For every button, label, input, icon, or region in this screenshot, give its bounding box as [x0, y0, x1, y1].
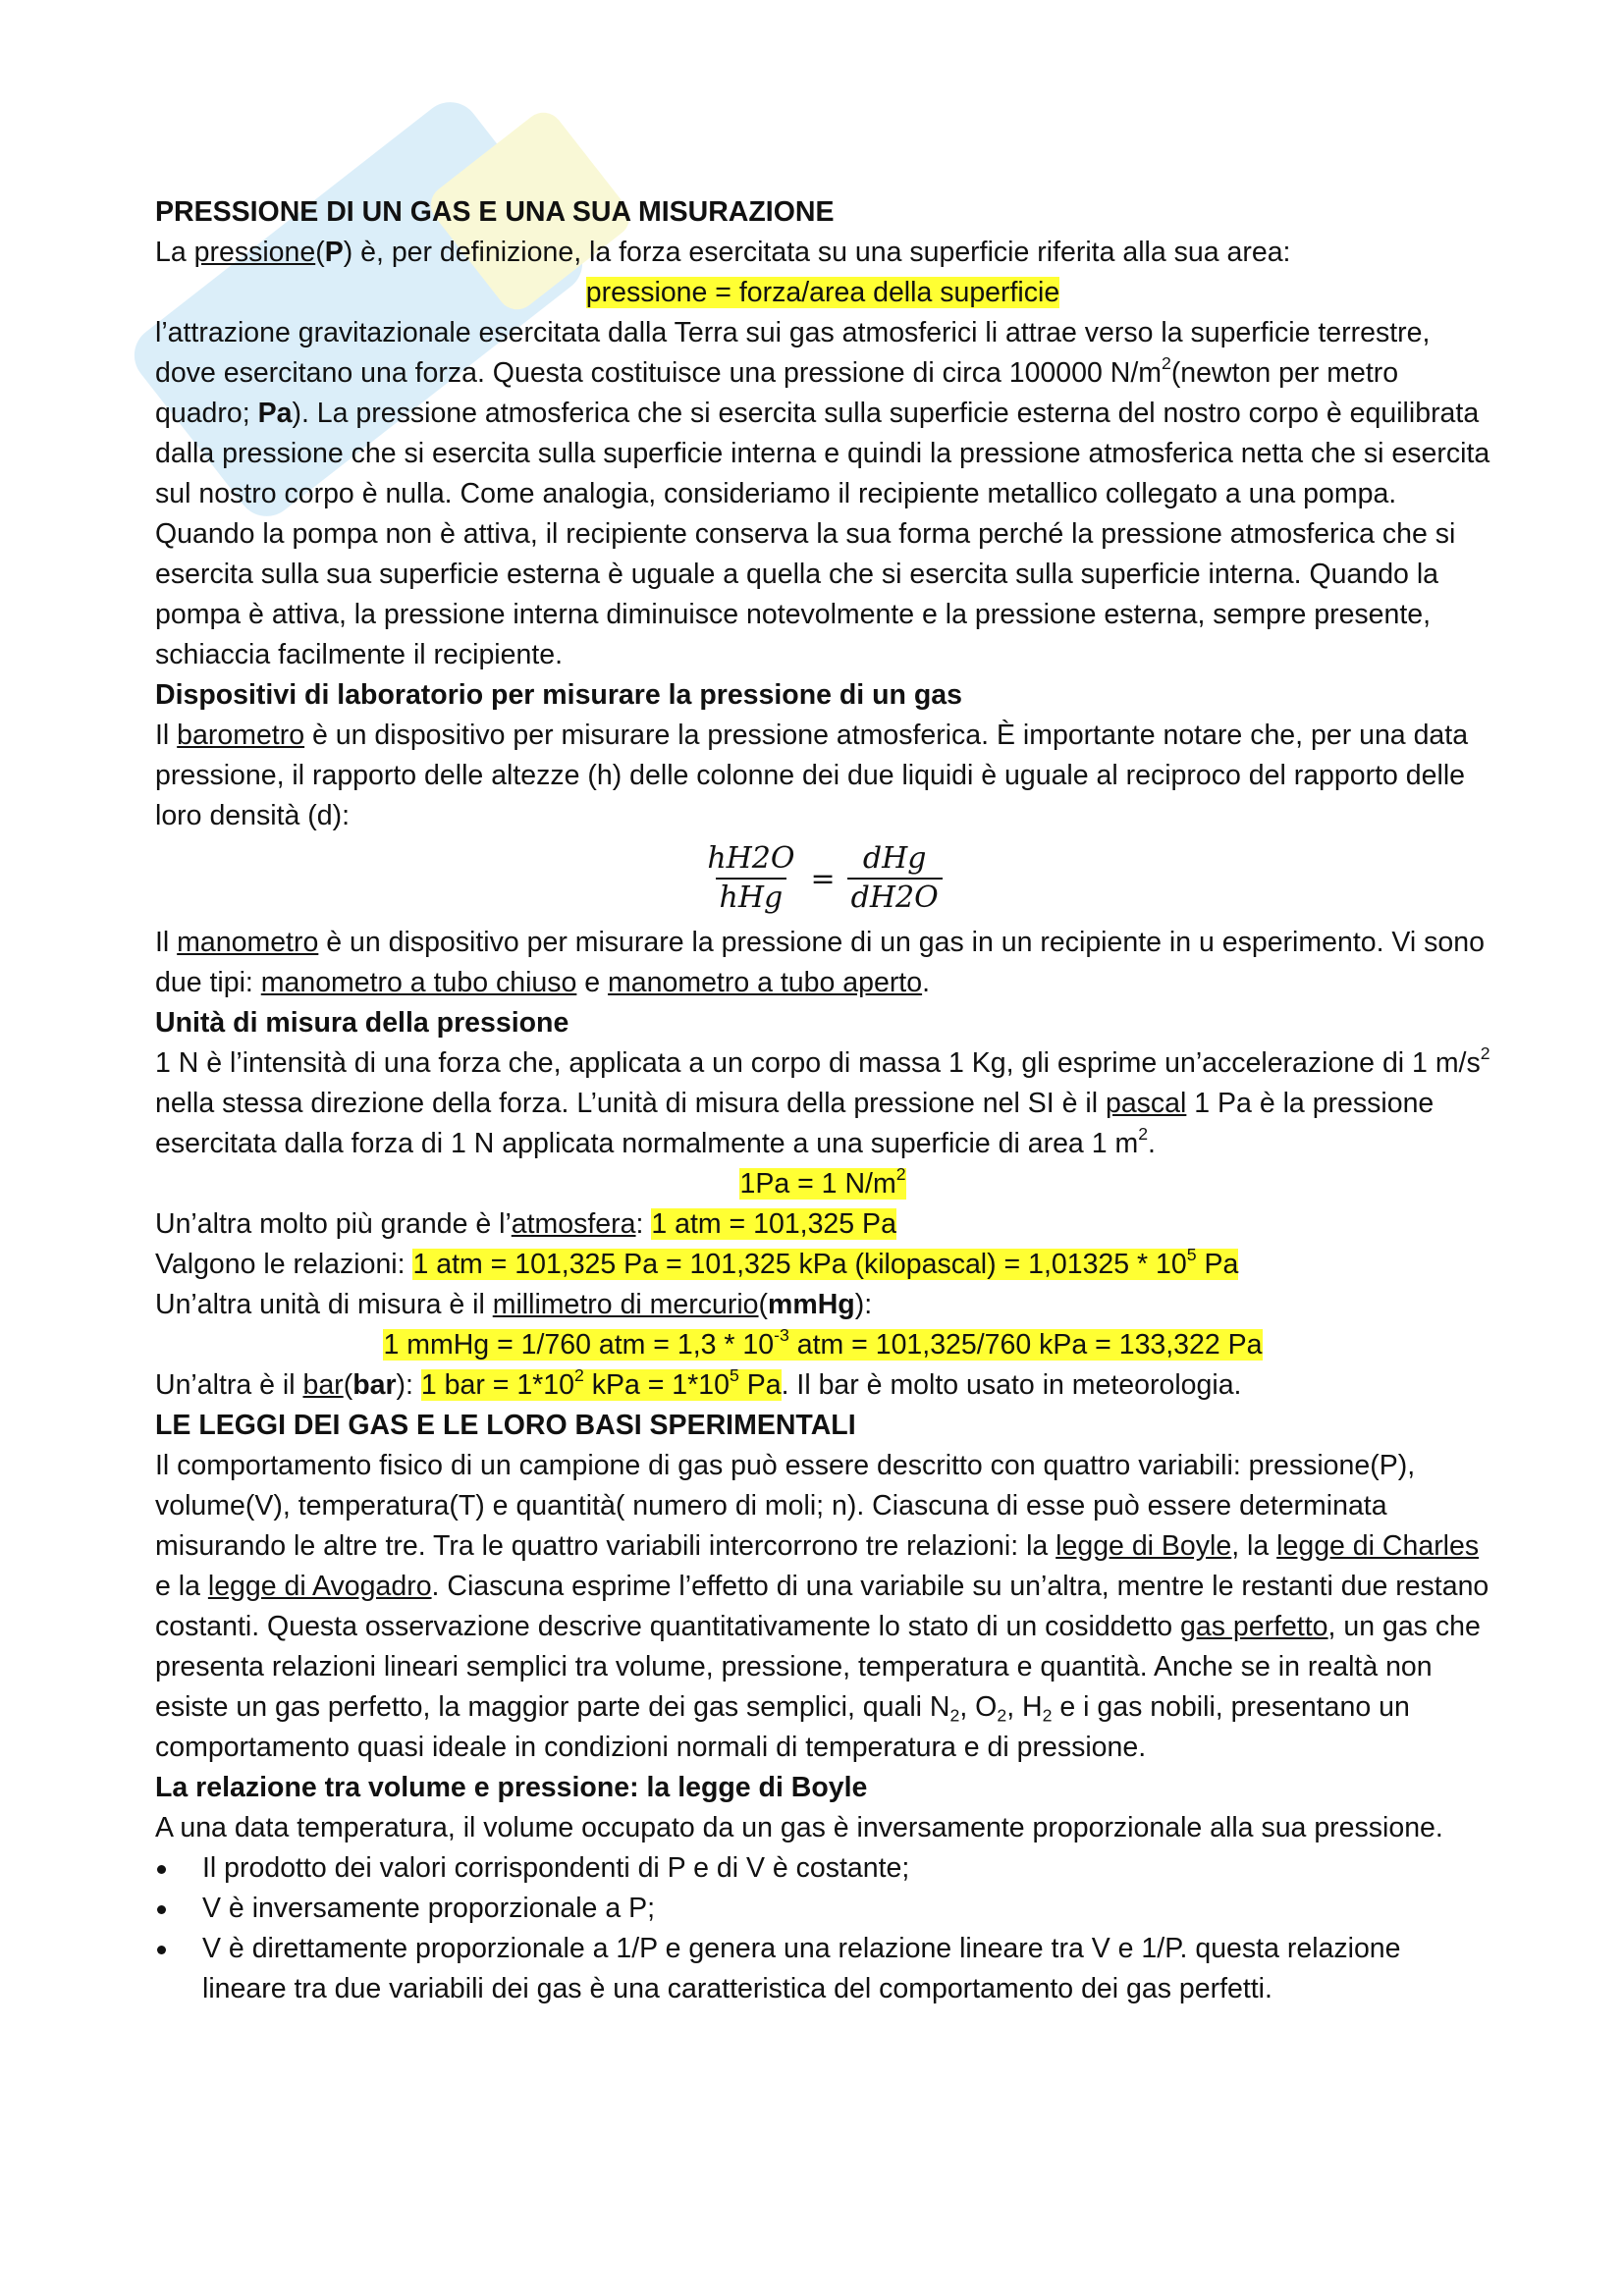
term-barometro: barometro	[177, 720, 305, 751]
heading-pressure-gas: PRESSIONE DI UN GAS E UNA SUA MISURAZIONE	[155, 196, 835, 228]
paragraph-gas-laws: Il comportamento fisico di un campione di gas può essere descritto con quattro variabili: pressione(P), volume(V), temperatura(T) e quantità( numero di moli; n). Ciascuna di esse può essere determinata misurando le altre tre. Tra le quattro variabili intercorrono tre relazioni: la legge di Boyle, la legge di Charles e la legge di Avogadro. Ciascuna esprime l’effetto di una variabile su un’altra, mentre le restanti due restano costanti. Questa osservazione descrive quantitativamente lo stato di un cosiddetto gas perfetto, un gas che presenta relazioni lineari semplici tra volume, pressione, temperatura e quantità. Anche se in realtà non esiste un gas perfetto, la maggior parte dei gas semplici, quali $N_2$, $O_2$, $H_2$ e i gas nobili, presentano un comportamento quasi ideale in condizioni normali di temperatura e di pressione.	[155, 1450, 1489, 1763]
paragraph-pressure-definition: La pressione(P) è, per definizione, la forza esercitata su una superficie riferita alla sua area:	[155, 237, 1291, 268]
term-gas-perfetto: gas perfetto	[1180, 1611, 1328, 1642]
term-manometro-tubo-aperto: manometro a tubo aperto	[608, 967, 923, 998]
term-legge-charles: legge di Charles	[1276, 1530, 1480, 1562]
fraction-left-numerator: hH2O	[707, 841, 795, 876]
term-manometro: manometro	[177, 927, 319, 958]
line-bar: Un’altra è il bar(bar): 1 bar = $1*10^2$ kPa = $1*10^5$ Pa. Il bar è molto usato in meteorologia.	[155, 1364, 1242, 1401]
term-legge-boyle: legge di Boyle	[1056, 1530, 1232, 1562]
bullet-icon	[157, 1865, 166, 1874]
term-legge-avogadro: legge di Avogadro	[207, 1571, 432, 1602]
equals-sign: =	[810, 861, 836, 896]
paragraph-atmospheric-pressure: l’attrazione gravitazionale esercitata dalla Terra sui gas atmosferici li attrae verso la superficie terrestre, dove esercitano una forza. Questa costituisce una pressione di circa 100000 $N/m^2(newton$ per metro quadro; Pa). La pressione atmosferica che si esercita sulla superficie esterna del nostro corpo è equilibrata dalla pressione che si esercita sulla superficie interna e quindi la pressione atmosferica netta che si esercita sul nostro corpo è nulla. Come analogia, consideriamo il recipiente metallico collegato a una pompa. Quando la pompa non è attiva, il recipiente conserva la sua forma perché la pressione atmosferica che si esercita sulla sua superficie esterna è uguale a quella che si esercita sulla superficie interna. Quando la pompa è attiva, la pressione interna diminuisce notevolmente e la pressione esterna, sempre presente, schiaccia facilmente il recipiente.	[155, 317, 1490, 670]
formula-density-ratio	[155, 840, 1490, 917]
term-manometro-tubo-chiuso: manometro a tubo chiuso	[260, 967, 577, 998]
heading-units: Unità di misura della pressione	[155, 1007, 569, 1039]
paragraph-manometer: Il manometro è un dispositivo per misurare la pressione di un gas in un recipiente in u esperimento. Vi sono due tipi: manometro a tubo chiuso e manometro a tubo aperto.	[155, 927, 1485, 998]
term-pressione: pressione	[193, 237, 316, 268]
document-page	[155, 192, 1490, 2009]
list-item: V è direttamente proporzionale a 1/P e genera una relazione lineare tra V e 1/P. questa relazione lineare tra due variabili dei gas è una caratteristica del comportamento dei gas perfetti.	[155, 1929, 1490, 2009]
formula-mmhg: 1 mmHg = 1/760 atm = $1,3 * 10^{-3}$ atm = 101,325/760 kPa = 133,322 Pa	[383, 1324, 1263, 1361]
list-item: V è inversamente proporzionale a P;	[155, 1889, 1490, 1929]
bullet-icon	[157, 1946, 166, 1954]
bullet-icon	[157, 1905, 166, 1914]
fraction-right-denominator: dH2O	[847, 878, 943, 917]
heading-lab-devices: Dispositivi di laboratorio per misurare la pressione di un gas	[155, 679, 962, 711]
formula-pressure: pressione = forza/area della superficie	[585, 277, 1060, 308]
heading-gas-laws: LE LEGGI DEI GAS E LE LORO BASI SPERIMENTALI	[155, 1410, 856, 1441]
fraction-left-denominator: hHg	[716, 878, 787, 917]
list-item: Il prodotto dei valori corrispondenti di P e di V è costante;	[155, 1848, 1490, 1889]
line-atmosphere: Un’altra molto più grande è l’atmosfera: 1 atm = 101,325 Pa	[155, 1208, 896, 1240]
paragraph-boyle-law: A una data temperatura, il volume occupato da un gas è inversamente proporzionale alla sua pressione.	[155, 1812, 1443, 1843]
paragraph-barometer: Il barometro è un dispositivo per misurare la pressione atmosferica. È importante notare che, per una data pressione, il rapporto delle altezze (h) delle colonne dei due liquidi è uguale al reciproco del rapporto delle loro densità (d):	[155, 720, 1469, 831]
line-mmhg: Un’altra unità di misura è il millimetro di mercurio(mmHg):	[155, 1289, 873, 1320]
boyle-bullet-list	[155, 1848, 1490, 2009]
formula-pascal: 1Pa = 1 $N/m^2$	[739, 1163, 906, 1200]
fraction-right-numerator: dHg	[862, 841, 927, 876]
line-relations: Valgono le relazioni: 1 atm = 101,325 Pa = 101,325 kPa (kilopascal) = $1,01325 * 10^5$ Pa	[155, 1244, 1239, 1280]
term-atmosfera: atmosfera	[511, 1208, 636, 1240]
term-millimetro-mercurio: millimetro di mercurio	[492, 1289, 759, 1320]
term-pascal: pascal	[1105, 1088, 1187, 1119]
paragraph-newton-pascal: 1 N è l’intensità di una forza che, applicata a un corpo di massa 1 Kg, gli esprime un’accelerazione di 1 $m/s^2$ nella stessa direzione della forza. L’unità di misura della pressione nel SI è il pascal 1 Pa è la pressione esercitata dalla forza di 1 N applicata normalmente a una superficie di area 1 $m^2$.	[155, 1042, 1490, 1159]
heading-boyle-law: La relazione tra volume e pressione: la legge di Boyle	[155, 1772, 868, 1803]
term-bar: bar	[302, 1369, 344, 1401]
